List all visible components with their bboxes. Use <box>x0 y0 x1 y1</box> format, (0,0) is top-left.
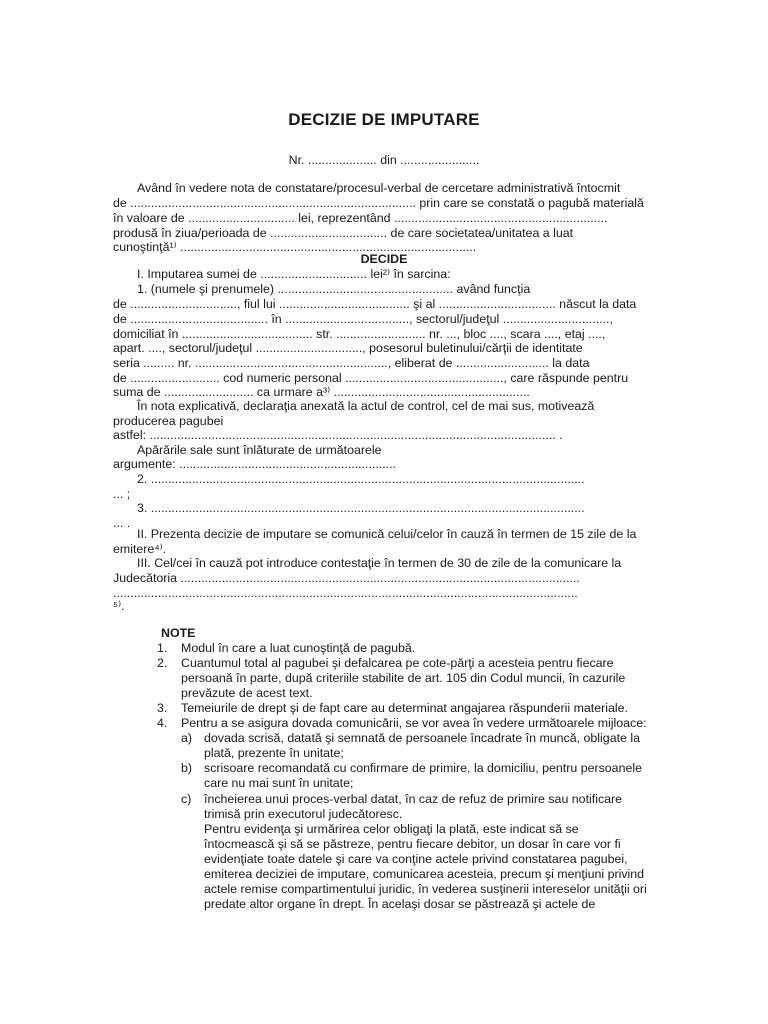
note-text: emiterea deciziei de imputare, comunicarea acesteia, precum şi menţiuni privind <box>204 866 645 881</box>
body-line: Apărările sale sunt înlăturate de următoarele <box>137 443 382 457</box>
decision-number-line: Nr. .................... din ....................... <box>288 153 480 167</box>
note-text: întocmească şi să se păstreze, pentru fiecare debitor, un dosar în care vor fi <box>204 836 621 851</box>
body-line: Judecătoria .................................................................................................................... <box>113 571 580 585</box>
notes-heading: NOTE <box>161 626 196 640</box>
body-line: III. Cel/cei în cauză pot introduce contestaţie în termen de 30 de zile de la comunicare la <box>137 556 622 570</box>
body-line: cunoştinţă¹⁾ ...................................................................................... <box>113 240 477 254</box>
note-number: b) <box>181 761 193 776</box>
body-line: emitere⁴⁾. <box>113 542 167 556</box>
note-text: persoană în parte, după criteriile stabilite de art. 105 din Codul muncii, în cazurile <box>181 671 626 686</box>
note-number: 1. <box>157 641 168 655</box>
note-text: trimisă prin executorul judecătoresc. <box>204 806 403 821</box>
note-text: predate altor organe în drept. În acelaşi dosar se păstrează şi actele de <box>204 896 596 911</box>
decide-heading: DECIDE <box>360 252 408 266</box>
note-number: a) <box>181 731 193 746</box>
note-text: Pentru a se asigura dovada comunicării, se vor avea în vedere următoarele mijloace: <box>181 716 647 731</box>
body-line: 3. .............................................................................................................................. <box>137 501 585 515</box>
note-text: dovada scrisă, datată şi semnată de persoanele încadrate în muncă, obligate la <box>204 731 641 746</box>
note-text: scrisoare recomandată cu confirmare de primire, la domiciliu, pentru persoanele <box>204 761 643 776</box>
body-line: astfel: ...................................................................................................................... . <box>113 428 563 442</box>
body-line: domiciliat în ...................................... str. .......................... nr. ..., bloc ...., scara ...., etaj ...., <box>113 327 606 341</box>
body-line: de ........................................ în ...................................., sectorul/judeţul ..............................., <box>113 312 613 326</box>
note-text: Modul în care a luat cunoştinţă de pagubă. <box>181 641 416 655</box>
note-text: Temeiurile de drept şi de fapt care au determinat angajarea răspunderii materiale. <box>181 701 628 716</box>
note-number: c) <box>181 791 192 806</box>
body-line: ⁵⁾. <box>113 599 125 613</box>
body-line: producerea pagubei <box>113 414 224 428</box>
body-line: I. Imputarea sumei de ............................... lei²⁾ în sarcina: <box>137 267 451 281</box>
body-line: produsă în ziua/perioada de .................................. de care societatea/unitatea a luat <box>113 226 574 240</box>
body-line: II. Prezenta decizie de imputare se comunică celui/celor în cauză în termen de 15 zile de la <box>137 527 637 541</box>
body-line: În nota explicativă, declaraţia anexată la actul de control, cel de mai sus, motivează <box>137 399 595 413</box>
body-line: de ..............................., fiul lui ...................................... şi al .................................. născut la data <box>113 297 637 311</box>
body-line: ....................................................................................................................................... <box>113 586 578 600</box>
body-line: apart. ...., sectorul/judeţul ..............................., posesorul buletinului/cărţii de identitate <box>113 341 583 355</box>
note-number: 4. <box>157 716 168 731</box>
note-number: 2. <box>157 656 168 671</box>
body-line: argumente: ............................................................... <box>113 457 397 471</box>
document-title: DECIZIE DE IMPUTARE <box>288 110 480 129</box>
note-text: plată, prezente în unitate; <box>204 746 344 761</box>
body-line: de .......................... cod numeric personal .............................................., care răspunde pentru <box>113 371 629 385</box>
note-text: Cuantumul total al pagubei şi defalcarea pe cote-părţi a acesteia pentru fiecare <box>181 656 614 671</box>
note-text: prevăzute de acest text. <box>181 686 313 701</box>
note-text: Pentru evidenţa şi urmărirea celor obligaţi la plată, este indicat să se <box>204 821 579 836</box>
body-line: 2. .............................................................................................................................. <box>137 472 585 486</box>
note-text: încheierea unui proces-verbal datat, în caz de refuz de primire sau notificare <box>204 791 623 806</box>
body-line: de ................................................................................... prin care se constată o pagubă materială <box>113 196 644 210</box>
body-line: seria ......... nr. ........................................................, eliberat de ........................... la data <box>113 356 590 370</box>
body-line: Având în vedere nota de constatare/procesul-verbal de cercetare administrativă întocmit <box>137 181 621 195</box>
body-line: 1. (numele şi prenumele) ................................................... având funcţia <box>137 282 531 296</box>
note-text: evidenţiate toate datele şi care va conţine actele privind constatarea pagubei, <box>204 851 628 866</box>
body-line: în valoare de ............................... lei, reprezentând .............................................................. <box>113 211 608 225</box>
note-text: actele remise compartimentului juridic, în vederea susţinerii intereselor unităţii ori <box>204 881 647 896</box>
body-line: ... ; <box>113 487 131 501</box>
note-text: care nu mai sunt în unitate; <box>204 776 354 791</box>
body-line: suma de .......................... ca urmare a³⁾ ......................................................... <box>113 385 530 399</box>
body-line: ... . <box>113 516 131 530</box>
note-number: 3. <box>157 701 168 716</box>
